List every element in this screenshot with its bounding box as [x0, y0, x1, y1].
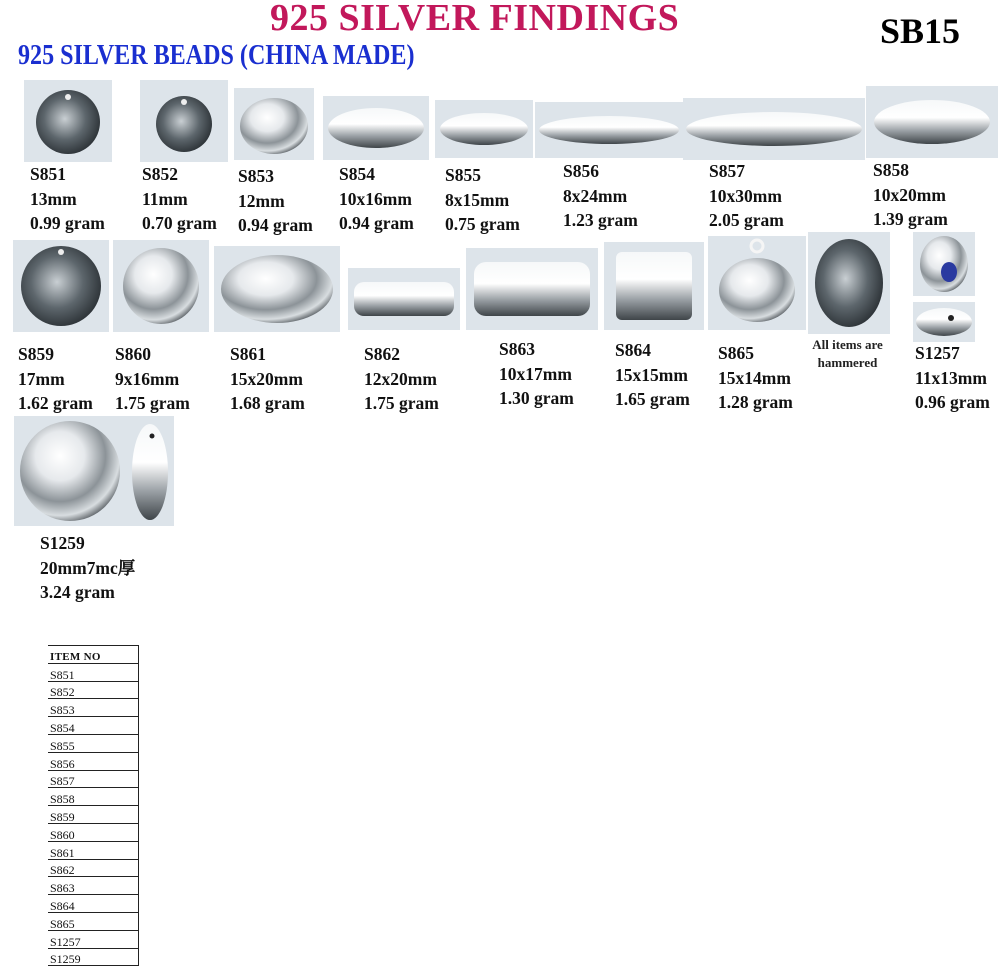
item-id: S864	[615, 340, 651, 360]
item-weight: 0.96 gram	[915, 392, 990, 412]
table-cell-item-no: S864	[48, 895, 139, 913]
item-weight: 1.65 gram	[615, 389, 690, 409]
item-caption	[40, 531, 135, 605]
table-row	[48, 877, 139, 895]
hammered-note: All items are hammered	[812, 337, 883, 370]
item-size: 8x15mm	[445, 189, 510, 210]
item-weight: 1.28 gram	[718, 392, 793, 412]
bead-photo-s860	[113, 240, 209, 332]
item-caption	[364, 342, 439, 416]
item-id: S862	[364, 344, 400, 364]
item-weight: 0.99 gram	[30, 213, 105, 233]
item-caption	[230, 342, 305, 416]
table-row	[48, 948, 139, 966]
item-caption	[18, 342, 93, 416]
bead-photo-s854	[323, 96, 429, 160]
item-weight: 1.39 gram	[873, 209, 948, 229]
item-caption	[709, 159, 784, 233]
table-cell-item-no: S859	[48, 806, 139, 824]
item-caption	[115, 342, 190, 416]
item-weight: 1.75 gram	[115, 393, 190, 413]
table-cell-item-no: S862	[48, 859, 139, 877]
table-cell-item-no: S865	[48, 912, 139, 930]
item-id: S861	[230, 344, 266, 364]
table-row	[48, 823, 139, 841]
table-header-cell: ITEM NO	[48, 646, 139, 664]
bead-photo-s856	[535, 102, 683, 158]
item-id: S858	[873, 160, 909, 180]
bead-photo-s859	[13, 240, 109, 332]
item-size: 12mm	[238, 190, 285, 211]
table-row	[48, 752, 139, 770]
bead-photo-s864	[604, 242, 704, 330]
item-size: 12x20mm	[364, 368, 437, 389]
table-cell-item-no: S1257	[48, 930, 139, 948]
item-weight: 1.23 gram	[563, 210, 638, 230]
table-row	[48, 841, 139, 859]
table-cell-item-no: S863	[48, 877, 139, 895]
table-row	[48, 717, 139, 735]
item-weight: 0.94 gram	[238, 215, 313, 235]
item-id: S856	[563, 161, 599, 181]
item-size: 11x13mm	[915, 367, 987, 388]
table-cell-item-no: S857	[48, 770, 139, 788]
table-cell-item-no: S861	[48, 841, 139, 859]
item-weight: 1.68 gram	[230, 393, 305, 413]
bead-photo-s863	[466, 248, 598, 330]
item-caption	[499, 337, 574, 411]
item-id: S860	[115, 344, 151, 364]
item-id: S1259	[40, 533, 85, 553]
page-title: 925 SILVER FINDINGS	[270, 0, 680, 39]
item-id: S853	[238, 166, 274, 186]
item-size: 20mm7mc厚	[40, 557, 136, 578]
item-caption	[615, 338, 690, 412]
item-number-table	[48, 645, 139, 966]
bead-photo-s851	[24, 80, 112, 162]
item-caption	[718, 341, 793, 415]
item-caption	[563, 159, 638, 233]
table-cell-item-no: S1259	[48, 948, 139, 966]
table-cell-item-no: S858	[48, 788, 139, 806]
bead-photo-s858	[866, 86, 998, 158]
item-id: S851	[30, 164, 66, 184]
bead-photo-s855	[435, 100, 533, 158]
item-weight: 0.94 gram	[339, 213, 414, 233]
bead-photo-s1257-front	[913, 232, 975, 296]
table-row	[48, 912, 139, 930]
item-size: 17mm	[18, 368, 65, 389]
item-id: S855	[445, 165, 481, 185]
bead-photo-s862	[348, 268, 460, 330]
item-weight: 0.70 gram	[142, 213, 217, 233]
table-cell-item-no: S860	[48, 823, 139, 841]
bead-photo-s1259-front	[14, 416, 126, 526]
item-weight: 1.62 gram	[18, 393, 93, 413]
table-row	[48, 734, 139, 752]
bead-photo-s1259-side	[126, 416, 174, 526]
item-weight: 1.30 gram	[499, 388, 574, 408]
table-row	[48, 788, 139, 806]
item-size: 9x16mm	[115, 368, 180, 389]
item-size: 8x24mm	[563, 185, 628, 206]
section-subtitle: 925 SILVER BEADS (CHINA MADE)	[18, 40, 415, 71]
item-size: 15x20mm	[230, 368, 303, 389]
item-id: S863	[499, 339, 535, 359]
item-size: 10x16mm	[339, 188, 412, 209]
item-weight: 3.24 gram	[40, 582, 115, 602]
item-size: 13mm	[30, 188, 77, 209]
item-id: S854	[339, 164, 375, 184]
table-cell-item-no: S856	[48, 752, 139, 770]
item-size: 15x15mm	[615, 364, 688, 385]
table-cell-item-no: S855	[48, 734, 139, 752]
item-caption	[873, 158, 948, 232]
item-weight: 2.05 gram	[709, 210, 784, 230]
table-row	[48, 681, 139, 699]
table-row	[48, 859, 139, 877]
bead-photo-hammered	[808, 232, 890, 334]
item-size: 10x17mm	[499, 363, 572, 384]
bead-photo-s853	[234, 88, 314, 160]
item-id: S857	[709, 161, 745, 181]
table-row	[48, 663, 139, 681]
item-size: 11mm	[142, 188, 188, 209]
item-caption	[339, 162, 414, 236]
table-row	[48, 806, 139, 824]
bead-photo-s861	[214, 246, 340, 332]
item-size: 10x30mm	[709, 185, 782, 206]
bead-photo-s852	[140, 80, 228, 162]
bead-photo-s865	[708, 236, 806, 330]
item-caption	[30, 162, 105, 236]
item-size: 15x14mm	[718, 367, 791, 388]
item-id: S1257	[915, 343, 960, 363]
item-caption	[238, 164, 313, 238]
item-id: S865	[718, 343, 754, 363]
item-caption	[915, 341, 990, 415]
table-cell-item-no: S854	[48, 717, 139, 735]
bead-photo-s1257-side	[913, 302, 975, 342]
table-cell-item-no: S853	[48, 699, 139, 717]
table-cell-item-no: S852	[48, 681, 139, 699]
table-row	[48, 699, 139, 717]
item-weight: 1.75 gram	[364, 393, 439, 413]
table-row	[48, 895, 139, 913]
item-size: 10x20mm	[873, 184, 946, 205]
item-caption	[445, 163, 520, 237]
catalog-code: SB15	[880, 11, 961, 51]
table-row	[48, 770, 139, 788]
table-header-row	[48, 646, 139, 664]
item-caption	[142, 162, 217, 236]
table-cell-item-no: S851	[48, 663, 139, 681]
item-weight: 0.75 gram	[445, 214, 520, 234]
table-row	[48, 930, 139, 948]
item-id: S859	[18, 344, 54, 364]
bead-photo-s857	[683, 98, 865, 160]
item-id: S852	[142, 164, 178, 184]
